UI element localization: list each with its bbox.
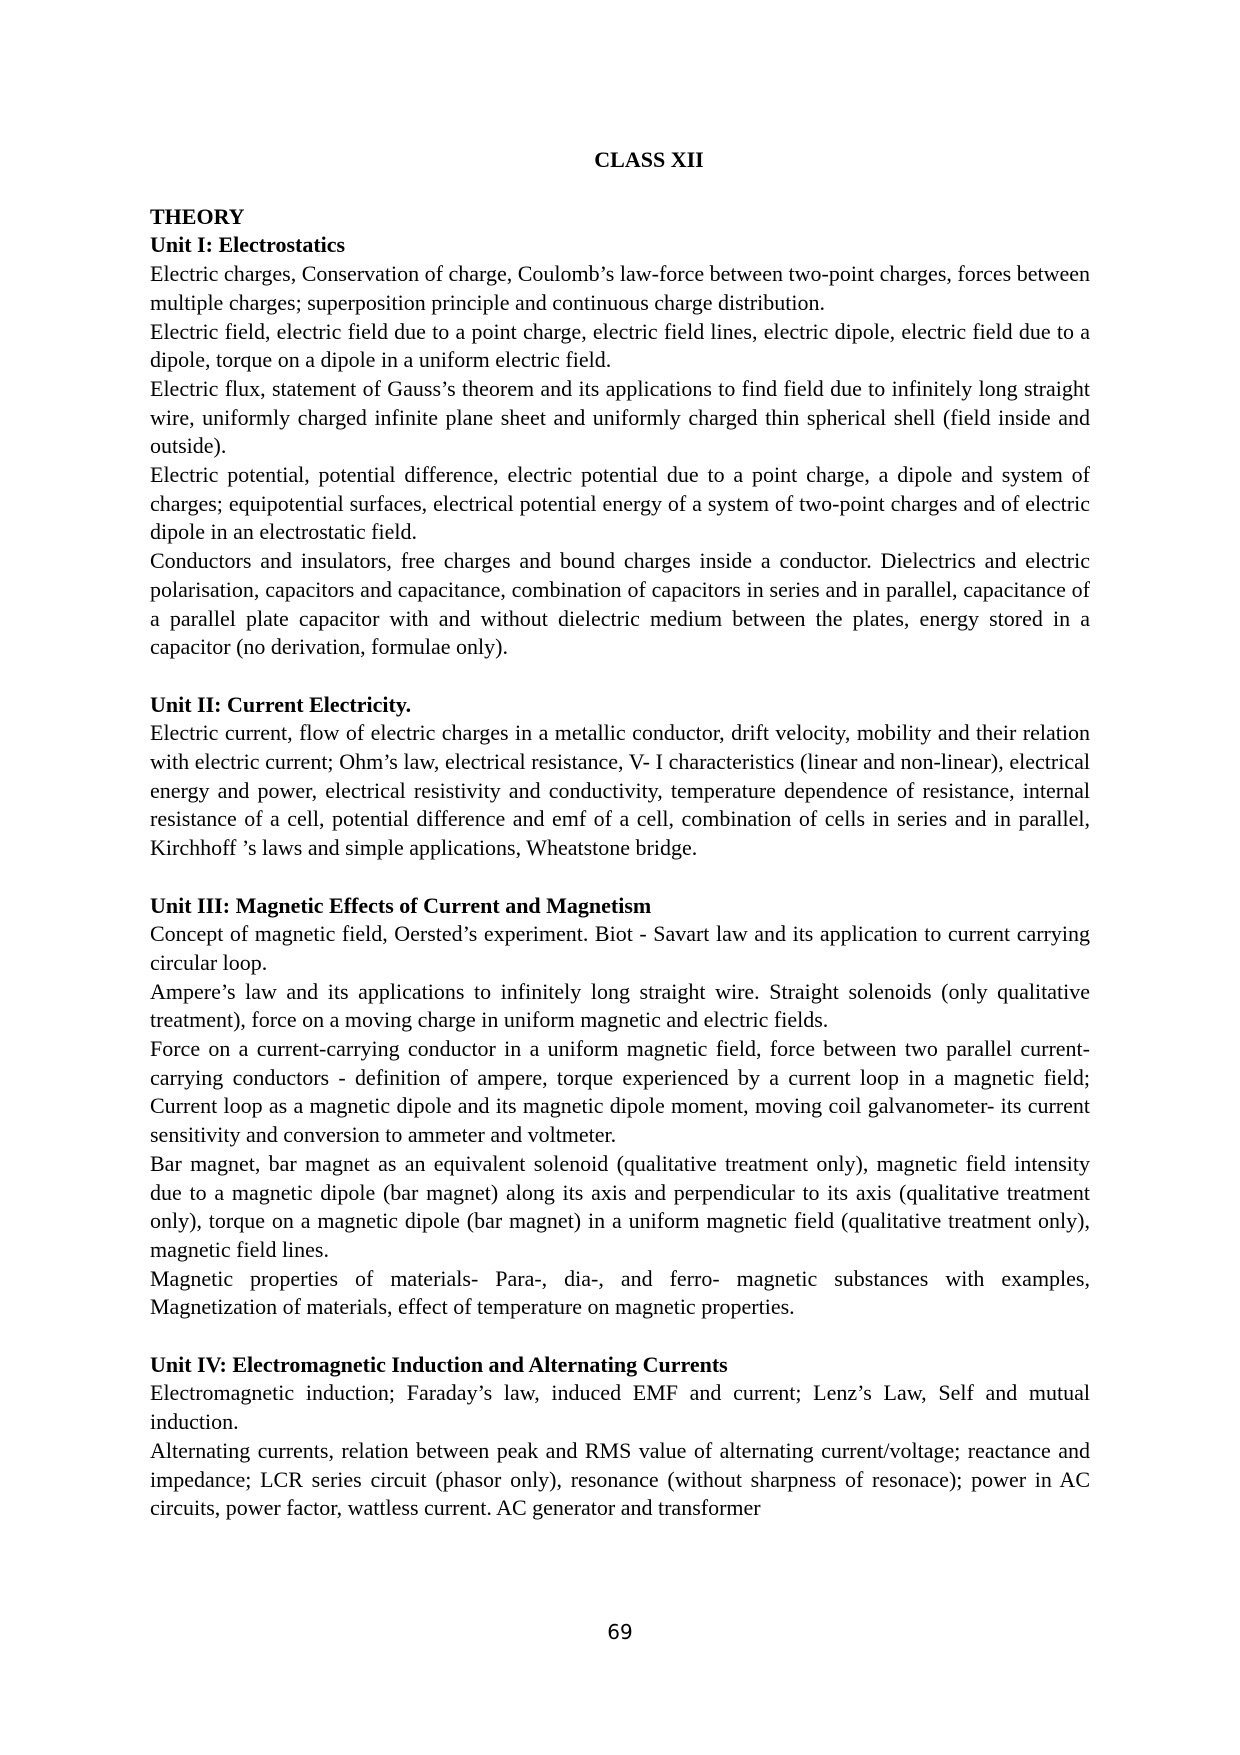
unit-paragraph: Electric charges, Conservation of charge, Coulomb’s law-force between two-point charges, forces between multiple charges; superposition principle and continuous charge distribution.	[150, 261, 1090, 315]
unit-paragraph: Bar magnet, bar magnet as an equivalent solenoid (qualitative treatment only), magnetic field intensity due to a magnetic dipole (bar magnet) along its axis and perpendicular to its axis (qualitative treatment only), torque on a magnetic dipole (bar magnet) in a uniform magnetic field (qualitative treatment only), magnetic field lines.	[150, 1150, 1090, 1262]
unit-paragraph: Magnetic properties of materials- Para-, dia-, and ferro- magnetic substances with examples, Magnetization of materials, effect of temperature on magnetic properties.	[150, 1265, 1090, 1320]
unit-paragraph: Conductors and insulators, free charges and bound charges inside a conductor. Dielectrics and electric polarisation, capacitors and capacitance, combination of capacitors in series and in parallel, capacitance of a parallel plate capacitor with and without dielectric medium between the plates, energy stored in a capacitor (no derivation, formulae only).	[150, 548, 1090, 660]
page-number: 69	[607, 1620, 633, 1644]
class-title: CLASS XII	[594, 147, 704, 172]
unit-title: Unit III: Magnetic Effects of Current and Magnetism	[150, 892, 652, 918]
unit-electrostatics	[150, 231, 1090, 662]
unit-electromagnetic-induction	[150, 1351, 1090, 1523]
unit-title: Unit I: Electrostatics	[150, 232, 346, 258]
unit-paragraph: Concept of magnetic field, Oersted’s experiment. Biot - Savart law and its application to current carrying circular loop.	[150, 921, 1090, 975]
unit-title: Unit II: Current Electricity.	[150, 691, 412, 717]
unit-current-electricity	[150, 691, 1090, 863]
unit-paragraph: Electric current, flow of electric charges in a metallic conductor, drift velocity, mobility and their relation with electric current; Ohm’s law, electrical resistance, V- I characteristics (linear and non-linear), electrical energy and power, electrical resistivity and conductivity, temperature dependence of resistance, internal resistance of a cell, potential difference and emf of a cell, combination of cells in series and in parallel, Kirchhoff ’s laws and simple applications, Wheatstone bridge.	[150, 720, 1090, 861]
unit-paragraph: Alternating currents, relation between peak and RMS value of alternating current/voltage; reactance and impedance; LCR series circuit (phasor only), resonance (without sharpness of resonace); power in AC circuits, power factor, wattless current. AC generator and transformer	[150, 1437, 1090, 1521]
unit-paragraph: Electric field, electric field due to a point charge, electric field lines, electric dipole, electric field due to a dipole, torque on a dipole in a uniform electric field.	[150, 318, 1090, 373]
section-title: THEORY	[150, 203, 245, 229]
unit-paragraph: Ampere’s law and its applications to infinitely long straight wire. Straight solenoids (only qualitative treatment), force on a moving charge in uniform magnetic and electric fields.	[150, 978, 1090, 1033]
unit-paragraph: Electromagnetic induction; Faraday’s law, induced EMF and current; Lenz’s Law, Self and mutual induction.	[150, 1380, 1090, 1435]
unit-magnetic-effects	[150, 892, 1090, 1323]
unit-paragraph: Force on a current-carrying conductor in a uniform magnetic field, force between two parallel current-carrying conductors - definition of ampere, torque experienced by a current loop in a magnetic field; Current loop as a magnetic dipole and its magnetic dipole moment, moving coil galvanometer- its current sensitivity and conversion to ammeter and voltmeter.	[150, 1036, 1090, 1148]
unit-title: Unit IV: Electromagnetic Induction and Alternating Currents	[150, 1351, 728, 1377]
unit-paragraph: Electric potential, potential difference, electric potential due to a point charge, a dipole and system of charges; equipotential surfaces, electrical potential energy of a system of two-point charges and of electric dipole in an electrostatic field.	[150, 462, 1090, 545]
document-page	[150, 146, 1090, 1523]
unit-paragraph: Electric flux, statement of Gauss’s theorem and its applications to find field due to infinitely long straight wire, uniformly charged infinite plane sheet and uniformly charged thin spherical shell (field inside and outside).	[150, 375, 1090, 459]
